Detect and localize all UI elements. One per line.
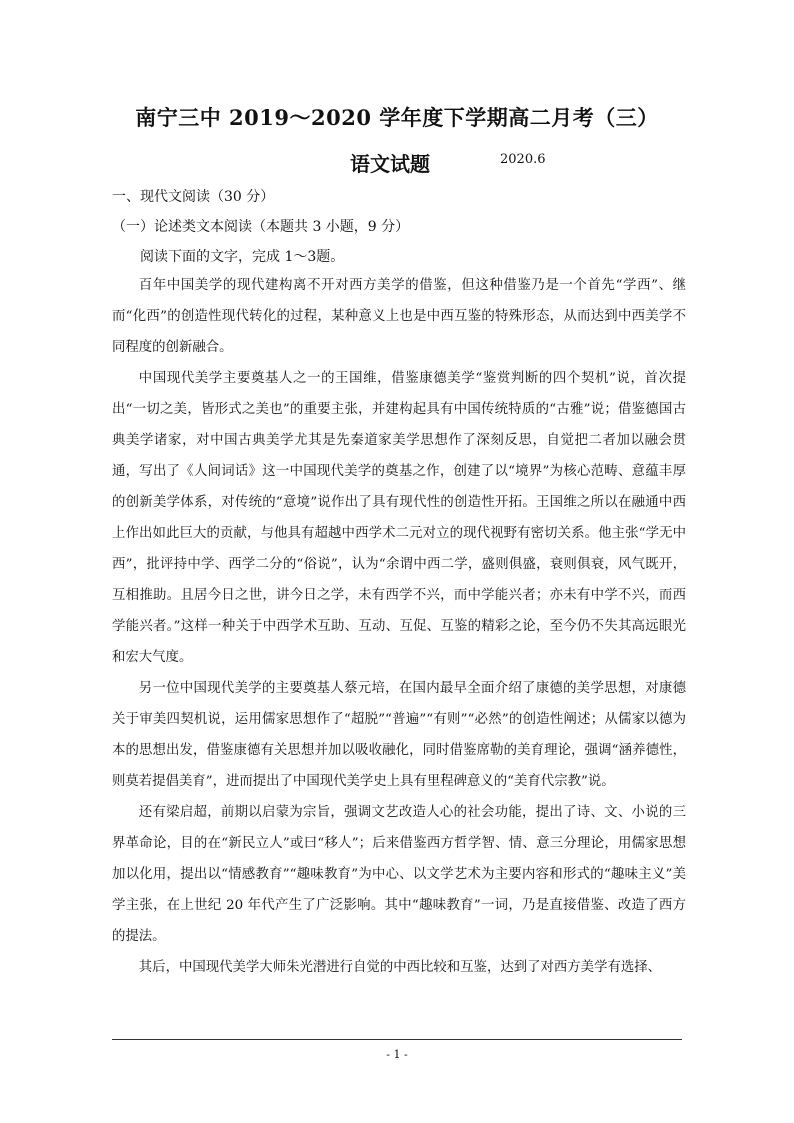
exam-title: 南宁三中 2019～2020 学年度下学期高二月考（三） — [135, 105, 659, 130]
paragraph-3: 另一位中国现代美学的主要奠基人蔡元培，在国内最早全面介绍了康德的美学思想，对康德关于审美四契机说，运用儒家思想作了“超脱”“普遍”“有则”“必然”的创造性阐述；从儒家以德为本的思想出发，借鉴康德有关思想并加以吸收融化，同时借鉴席勒的美育理论，强调“涵养德性，则莫若提倡美育”，进而提出了中国现代美学史上具有里程碑意义的“美育代宗教”说。 — [112, 681, 686, 789]
page-number: - 1 - — [386, 1048, 408, 1061]
section-heading-1: 一、现代文阅读（30 分） — [112, 189, 275, 205]
subtitle-row — [0, 148, 794, 176]
paragraph-2: 中国现代美学主要奠基人之一的王国维，借鉴康德美学“鉴赏判断的四个契机”说，首次提出“一切之美，皆形式之美也”的重要主张，并建构起具有中国传统特质的“古雅”说；借鉴德国古典美学诸家，对中国古典美学尤其是先秦道家美学思想作了深刻反思，自觉把二者加以融会贯通，写出了《人间词话》这一中国现代美学的奠基之作，创建了以“境界”为核心范畴、意蕴丰厚的创新美学体系，对传统的“意境”说作出了具有现代性的创造性开拓。王国维之所以在融通中西上作出如此巨大的贡献，与他具有超越中西学术二元对立的现代视野有密切关系。他主张“学无中西”，批评持中学、西学二分的“俗说”，认为“余谓中西二学，盛则俱盛，衰则俱衰，风气既开，互相推助。且居今日之世，讲今日之学，未有西学不兴，而中学能兴者；亦未有中学不兴，而西学能兴者。”这样一种关于中西学术互助、互动、互促、互鉴的精彩之论，至今仍不失其高远眼光和宏大气度。 — [112, 371, 686, 665]
paragraph-4: 还有梁启超，前期以启蒙为宗旨，强调文艺改造人心的社会功能，提出了诗、文、小说的三界革命论，目的在“新民立人”或曰“移人”；后来借鉴西方哲学智、情、意三分理论，用儒家思想加以化用，提出以“情感教育”“趣味教育”为中心、以文学艺术为主要内容和形式的“趣味主义”美学主张，在上世纪 20 年代产生了广泛影响。其中“趣味教育”一词，乃是直接借鉴、改造了西方的提法。 — [112, 805, 686, 944]
section-heading-2: （一）论述类文本阅读（本题共 3 小题，9 分） — [112, 219, 410, 235]
paragraph-1: 百年中国美学的现代建构离不开对西方美学的借鉴，但这种借鉴乃是一个首先“学西”、继而“化西”的创造性现代转化的过程，某种意义上也是中西互鉴的特殊形态，从而达到中西美学不同程度的创新融合。 — [112, 278, 686, 355]
paragraph-5: 其后，中国现代美学大师朱光潜进行自觉的中西比较和互鉴，达到了对西方美学有选择、 — [138, 960, 662, 975]
instruction-text: 阅读下面的文字，完成 1～3题。 — [140, 249, 345, 265]
footer-divider — [112, 1039, 682, 1040]
article-body — [112, 270, 686, 983]
subject-title: 语文试题 — [350, 152, 430, 176]
exam-date: 2020.6 — [500, 152, 546, 167]
